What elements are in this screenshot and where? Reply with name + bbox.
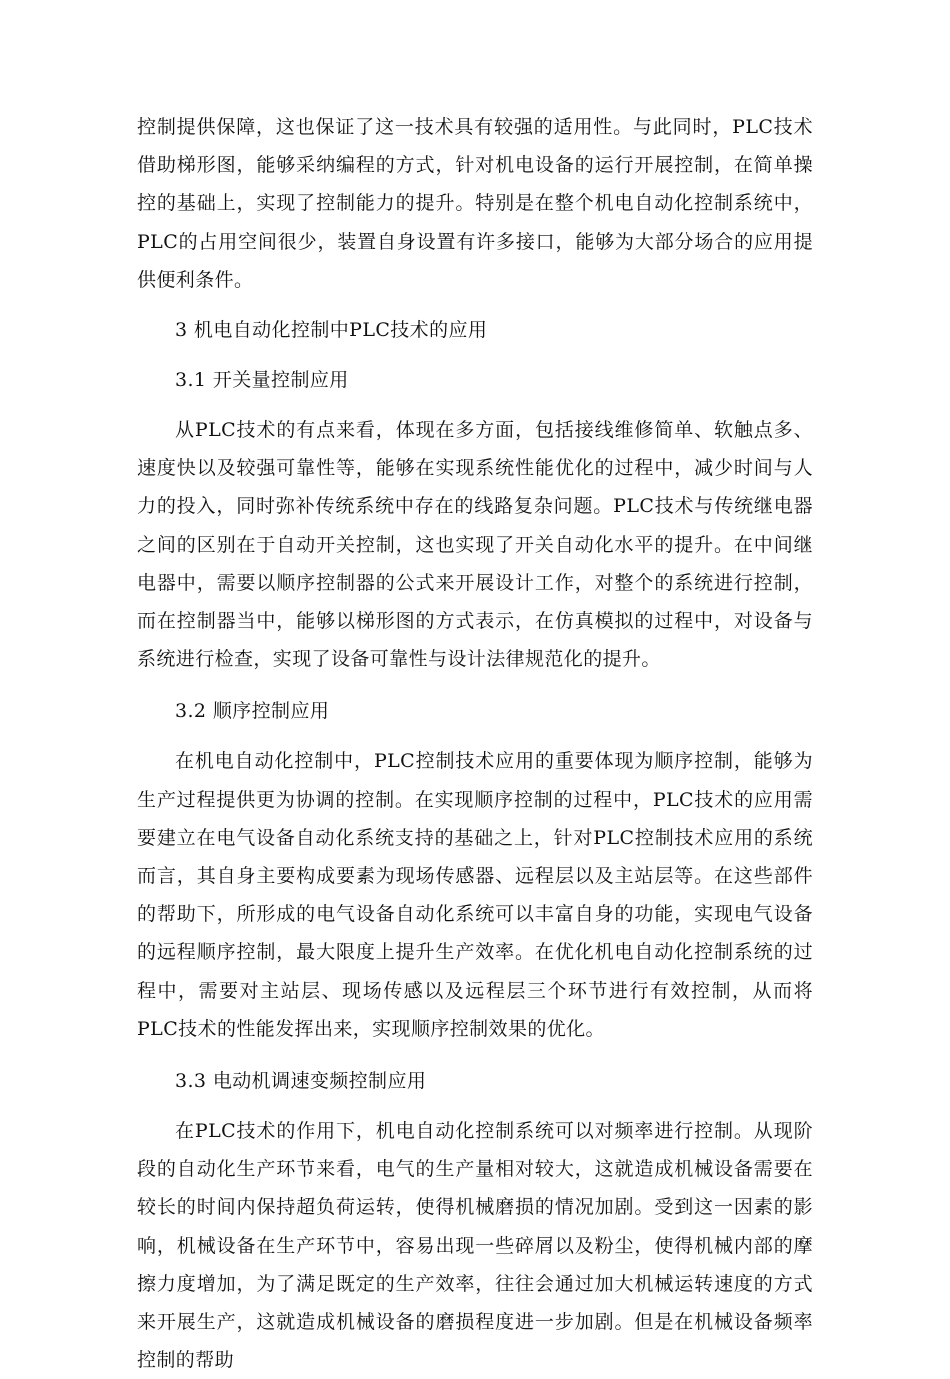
spacer bbox=[137, 1048, 813, 1062]
spacer bbox=[137, 349, 813, 361]
section-heading-3: 3 机电自动化控制中PLC技术的应用 bbox=[175, 319, 488, 342]
spacer bbox=[137, 299, 813, 311]
section-3-1-paragraph: 从PLC技术的有点来看，体现在多方面，包括接线维修简单、软触点多、速度快以及较强可靠性等，能够在实现系统性能优化的过程中，减少时间与人力的投入，同时弥补传统系统中存在的线路复杂问题。PLC技术与传统继电器之间的区别在于自动开关控制，这也实现了开关自动化水平的提升。在中间继电器中，需要以顺序控制器的公式来开展设计工作，对整个的系统进行控制，而在控制器当中，能够以梯形图的方式表示，在仿真模拟的过程中，对设备与系统进行检查，实现了设备可靠性与设计法律规范化的提升。 bbox=[137, 419, 813, 671]
spacer bbox=[137, 1100, 813, 1112]
spacer bbox=[137, 678, 813, 692]
section-heading-3-1: 3.1 开关量控制应用 bbox=[175, 369, 349, 392]
section-heading-3-3: 3.3 电动机调速变频控制应用 bbox=[175, 1070, 427, 1093]
section-heading-3-2: 3.2 顺序控制应用 bbox=[175, 700, 330, 723]
section-3-2-paragraph: 在机电自动化控制中，PLC控制技术应用的重要体现为顺序控制，能够为生产过程提供更为协调的控制。在实现顺序控制的过程中，PLC技术的应用需要建立在电气设备自动化系统支持的基础之上，针对PLC控制技术应用的系统而言，其自身主要构成要素为现场传感器、远程层以及主站层等。在这些部件的帮助下，所形成的电气设备自动化系统可以丰富自身的功能，实现电气设备的远程顺序控制，最大限度上提升生产效率。在优化机电自动化控制系统的过程中，需要对主站层、现场传感以及远程层三个环节进行有效控制，从而将PLC技术的性能发挥出来，实现顺序控制效果的优化。 bbox=[137, 750, 813, 1040]
section-3-3-paragraph: 在PLC技术的作用下，机电自动化控制系统可以对频率进行控制。从现阶段的自动化生产环节来看，电气的生产量相对较大，这就造成机械设备需要在较长的时间内保持超负荷运转，使得机械磨损的情况加剧。受到这一因素的影响，机械设备在生产环节中，容易出现一些碎屑以及粉尘，使得机械内部的摩擦力度增加，为了满足既定的生产效率，往往会通过加大机械运转速度的方式来开展生产，这就造成机械设备的磨损程度进一步加剧。但是在机械设备频率控制的帮助 bbox=[137, 1120, 813, 1372]
spacer bbox=[137, 730, 813, 742]
document-body bbox=[137, 108, 813, 1379]
spacer bbox=[137, 399, 813, 411]
intro-paragraph: 控制提供保障，这也保证了这一技术具有较强的适用性。与此同时，PLC技术借助梯形图，能够采纳编程的方式，针对机电设备的运行开展控制，在简单操控的基础上，实现了控制能力的提升。特别是在整个机电自动化控制系统中，PLC的占用空间很少，装置自身设置有许多接口，能够为大部分场合的应用提供便利条件。 bbox=[137, 116, 813, 291]
